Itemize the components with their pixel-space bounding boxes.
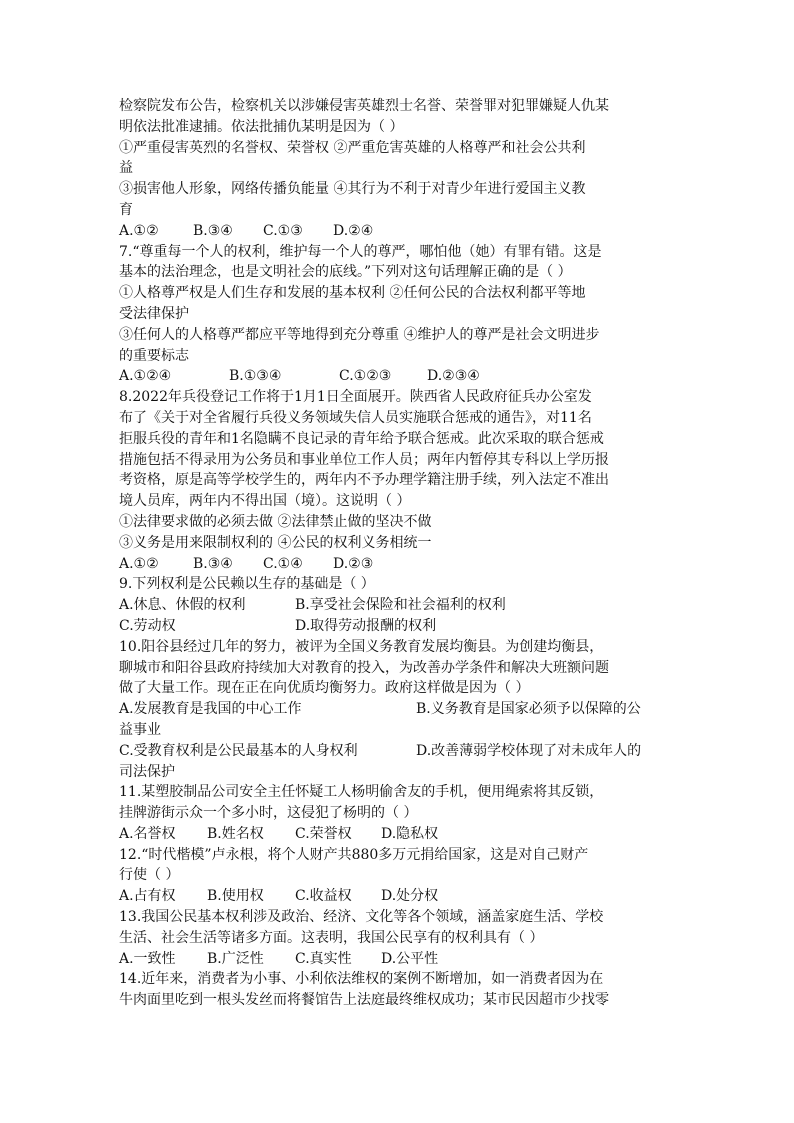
option-c[interactable]: C.劳动权 [119, 617, 176, 634]
question-8-line-6: 境人员库，两年内不得出国（境）。这说明（ ） [119, 493, 411, 510]
option-d[interactable]: D.②③ [333, 555, 374, 572]
option-a[interactable]: A.发展教育是我国的中心工作 [119, 701, 302, 718]
option-d[interactable]: D.取得劳动报酬的权利 [295, 617, 437, 634]
option-c[interactable]: C.受教育权利是公民最基本的人身权利 [119, 742, 358, 759]
question-10-options-row-2 [119, 741, 679, 762]
question-10 [119, 637, 679, 783]
question-11-line-1: 11.某塑胶制品公司安全主任怀疑工人杨明偷舍友的手机，便用绳索将其反锁， [119, 784, 604, 801]
question-7-statement-1: ①人格尊严权是人们生存和发展的基本权利 ②任何公民的合法权利都平等地 [119, 285, 586, 302]
question-8-statements-2: ③义务是用来限制权利的 ④公民的权利义务相统一 [119, 534, 432, 551]
option-c[interactable]: C.①④ [263, 555, 303, 572]
question-6-statement-1-cont: 益 [119, 160, 133, 177]
question-6-stem-line-2: 明依法批准逮捕。依法批捕仇某明是因为（ ） [119, 118, 404, 135]
option-d[interactable]: D.隐私权 [381, 825, 439, 842]
question-9-options-row-1 [119, 595, 679, 616]
question-10-option-b-cont: 益事业 [119, 721, 161, 738]
option-b[interactable]: B.①③④ [229, 368, 282, 385]
question-10-options-row-1 [119, 699, 679, 720]
question-7-stem-line-2: 基本的法治理念，也是文明社会的底线。”下列对这句话理解正确的是（ ） [119, 264, 572, 281]
question-6-statement-1: ①严重侵害英烈的名誉权、荣誉权 ②严重危害英雄的人格尊严和社会公共利 [119, 139, 586, 156]
question-11 [119, 782, 679, 844]
option-d[interactable]: D.②④ [333, 222, 374, 239]
option-b[interactable]: B.广泛性 [207, 950, 264, 967]
option-b[interactable]: B.③④ [193, 222, 233, 239]
question-8-line-1: 8.2022年兵役登记工作将于1月1日全面展开。陕西省人民政府征兵办公室发 [119, 389, 592, 406]
option-a[interactable]: A.休息、休假的权利 [119, 597, 246, 614]
question-8-line-3: 拒服兵役的青年和1名隐瞒不良记录的青年给予联合惩戒。此次采取的联合惩戒 [119, 430, 604, 447]
option-b[interactable]: B.姓名权 [207, 825, 264, 842]
question-11-line-2: 挂牌游街示众一个多小时，这侵犯了杨明的（ ） [119, 805, 418, 822]
question-8-statements-1: ①法律要求做的必须去做 ②法律禁止做的坚决不做 [119, 513, 432, 530]
option-c[interactable]: C.①③ [263, 222, 303, 239]
option-d[interactable]: D.处分权 [381, 888, 439, 905]
option-d[interactable]: D.②③④ [427, 368, 480, 385]
option-a[interactable]: A.占有权 [119, 888, 176, 905]
question-13-line-2: 生活、社会生活等诸多方面。这表明，我国公民享有的权利具有（ ） [119, 929, 544, 946]
question-7-statement-1-cont: 受法律保护 [119, 305, 189, 322]
question-8-line-2: 布了《关于对全省履行兵役义务领域失信人员实施联合惩戒的通告》，对11名 [119, 409, 592, 426]
question-13-line-1: 13.我国公民基本权利涉及政治、经济、文化等各个领域，涵盖家庭生活、学校 [119, 909, 604, 926]
question-14-line-2: 牛肉面里吃到一根头发丝而将餐馆告上法庭最终维权成功；某市民因超市少找零 [119, 992, 609, 1009]
question-6-stem-line-1: 检察院发布公告，检察机关以涉嫌侵害英雄烈士名誉、荣誉罪对犯罪嫌疑人仇某 [119, 98, 609, 114]
option-d[interactable]: D.改善薄弱学校体现了对未成年人的 [416, 742, 642, 759]
question-9-options-row-2 [119, 616, 679, 637]
question-8-options [119, 554, 679, 575]
question-12 [119, 845, 679, 907]
question-8-line-4: 措施包括不得录用为公务员和事业单位工作人员；两年内暂停其专科以上学历报 [119, 451, 609, 468]
option-a[interactable]: A.①② [119, 555, 159, 572]
option-c[interactable]: C.荣誉权 [295, 825, 352, 842]
question-13-options [119, 949, 679, 970]
question-7-statement-2-cont: 的重要标志 [119, 347, 189, 364]
question-10-line-1: 10.阳谷县经过几年的努力，被评为全国义务教育发展均衡县。为创建均衡县， [119, 638, 604, 655]
option-c[interactable]: C.收益权 [295, 888, 352, 905]
question-12-options [119, 886, 679, 907]
option-d[interactable]: D.公平性 [381, 950, 439, 967]
question-12-line-1: 12.“时代楷模”卢永根，将个人财产共880多万元捐给国家，这是对自己财产 [119, 846, 589, 863]
question-6-statement-2: ③损害他人形象，网络传播负能量 ④其行为不利于对青少年进行爱国主义教 [119, 181, 586, 198]
question-7-stem-line-1: 7.“尊重每一个人的权利，维护每一个人的尊严，哪怕他（她）有罪有错。这是 [119, 243, 602, 260]
exam-page [119, 96, 679, 1011]
question-8 [119, 387, 679, 574]
question-11-options [119, 824, 679, 845]
option-a[interactable]: A.①② [119, 222, 159, 239]
question-13 [119, 907, 679, 969]
question-6 [119, 96, 679, 242]
option-b[interactable]: B.义务教育是国家必须予以保障的公 [416, 701, 641, 718]
question-12-line-2: 行使（ ） [119, 867, 180, 884]
option-b[interactable]: B.③④ [193, 555, 233, 572]
option-a[interactable]: A.名誉权 [119, 825, 176, 842]
question-7-statement-2: ③任何人的人格尊严都应平等地得到充分尊重 ④维护人的尊严是社会文明进步 [119, 326, 600, 343]
question-7 [119, 242, 679, 388]
question-6-options [119, 221, 679, 242]
question-8-line-5: 考资格，原是高等学校学生的，两年内不予办理学籍注册手续，列入法定不准出 [119, 472, 609, 489]
question-10-option-d-cont: 司法保护 [119, 763, 175, 780]
question-7-options [119, 366, 679, 387]
question-10-line-2: 聊城市和阳谷县政府持续加大对教育的投入，为改善办学条件和解决大班额问题 [119, 659, 609, 676]
question-9 [119, 574, 679, 636]
option-b[interactable]: B.使用权 [207, 888, 264, 905]
option-c[interactable]: C.①②③ [339, 368, 392, 385]
question-6-statement-2-cont: 育 [119, 201, 133, 218]
question-10-line-3: 做了大量工作。现在正在向优质均衡努力。政府这样做是因为（ ） [119, 680, 530, 697]
option-c[interactable]: C.真实性 [295, 950, 352, 967]
question-14-line-1: 14.近年来，消费者为小事、小利依法维权的案例不断增加，如一消费者因为在 [119, 971, 604, 988]
option-a[interactable]: A.一致性 [119, 950, 176, 967]
question-14 [119, 969, 679, 1011]
option-b[interactable]: B.享受社会保险和社会福利的权利 [295, 597, 506, 614]
question-9-stem: 9.下列权利是公民赖以生存的基础是（ ） [119, 576, 375, 593]
option-a[interactable]: A.①②④ [119, 368, 172, 385]
